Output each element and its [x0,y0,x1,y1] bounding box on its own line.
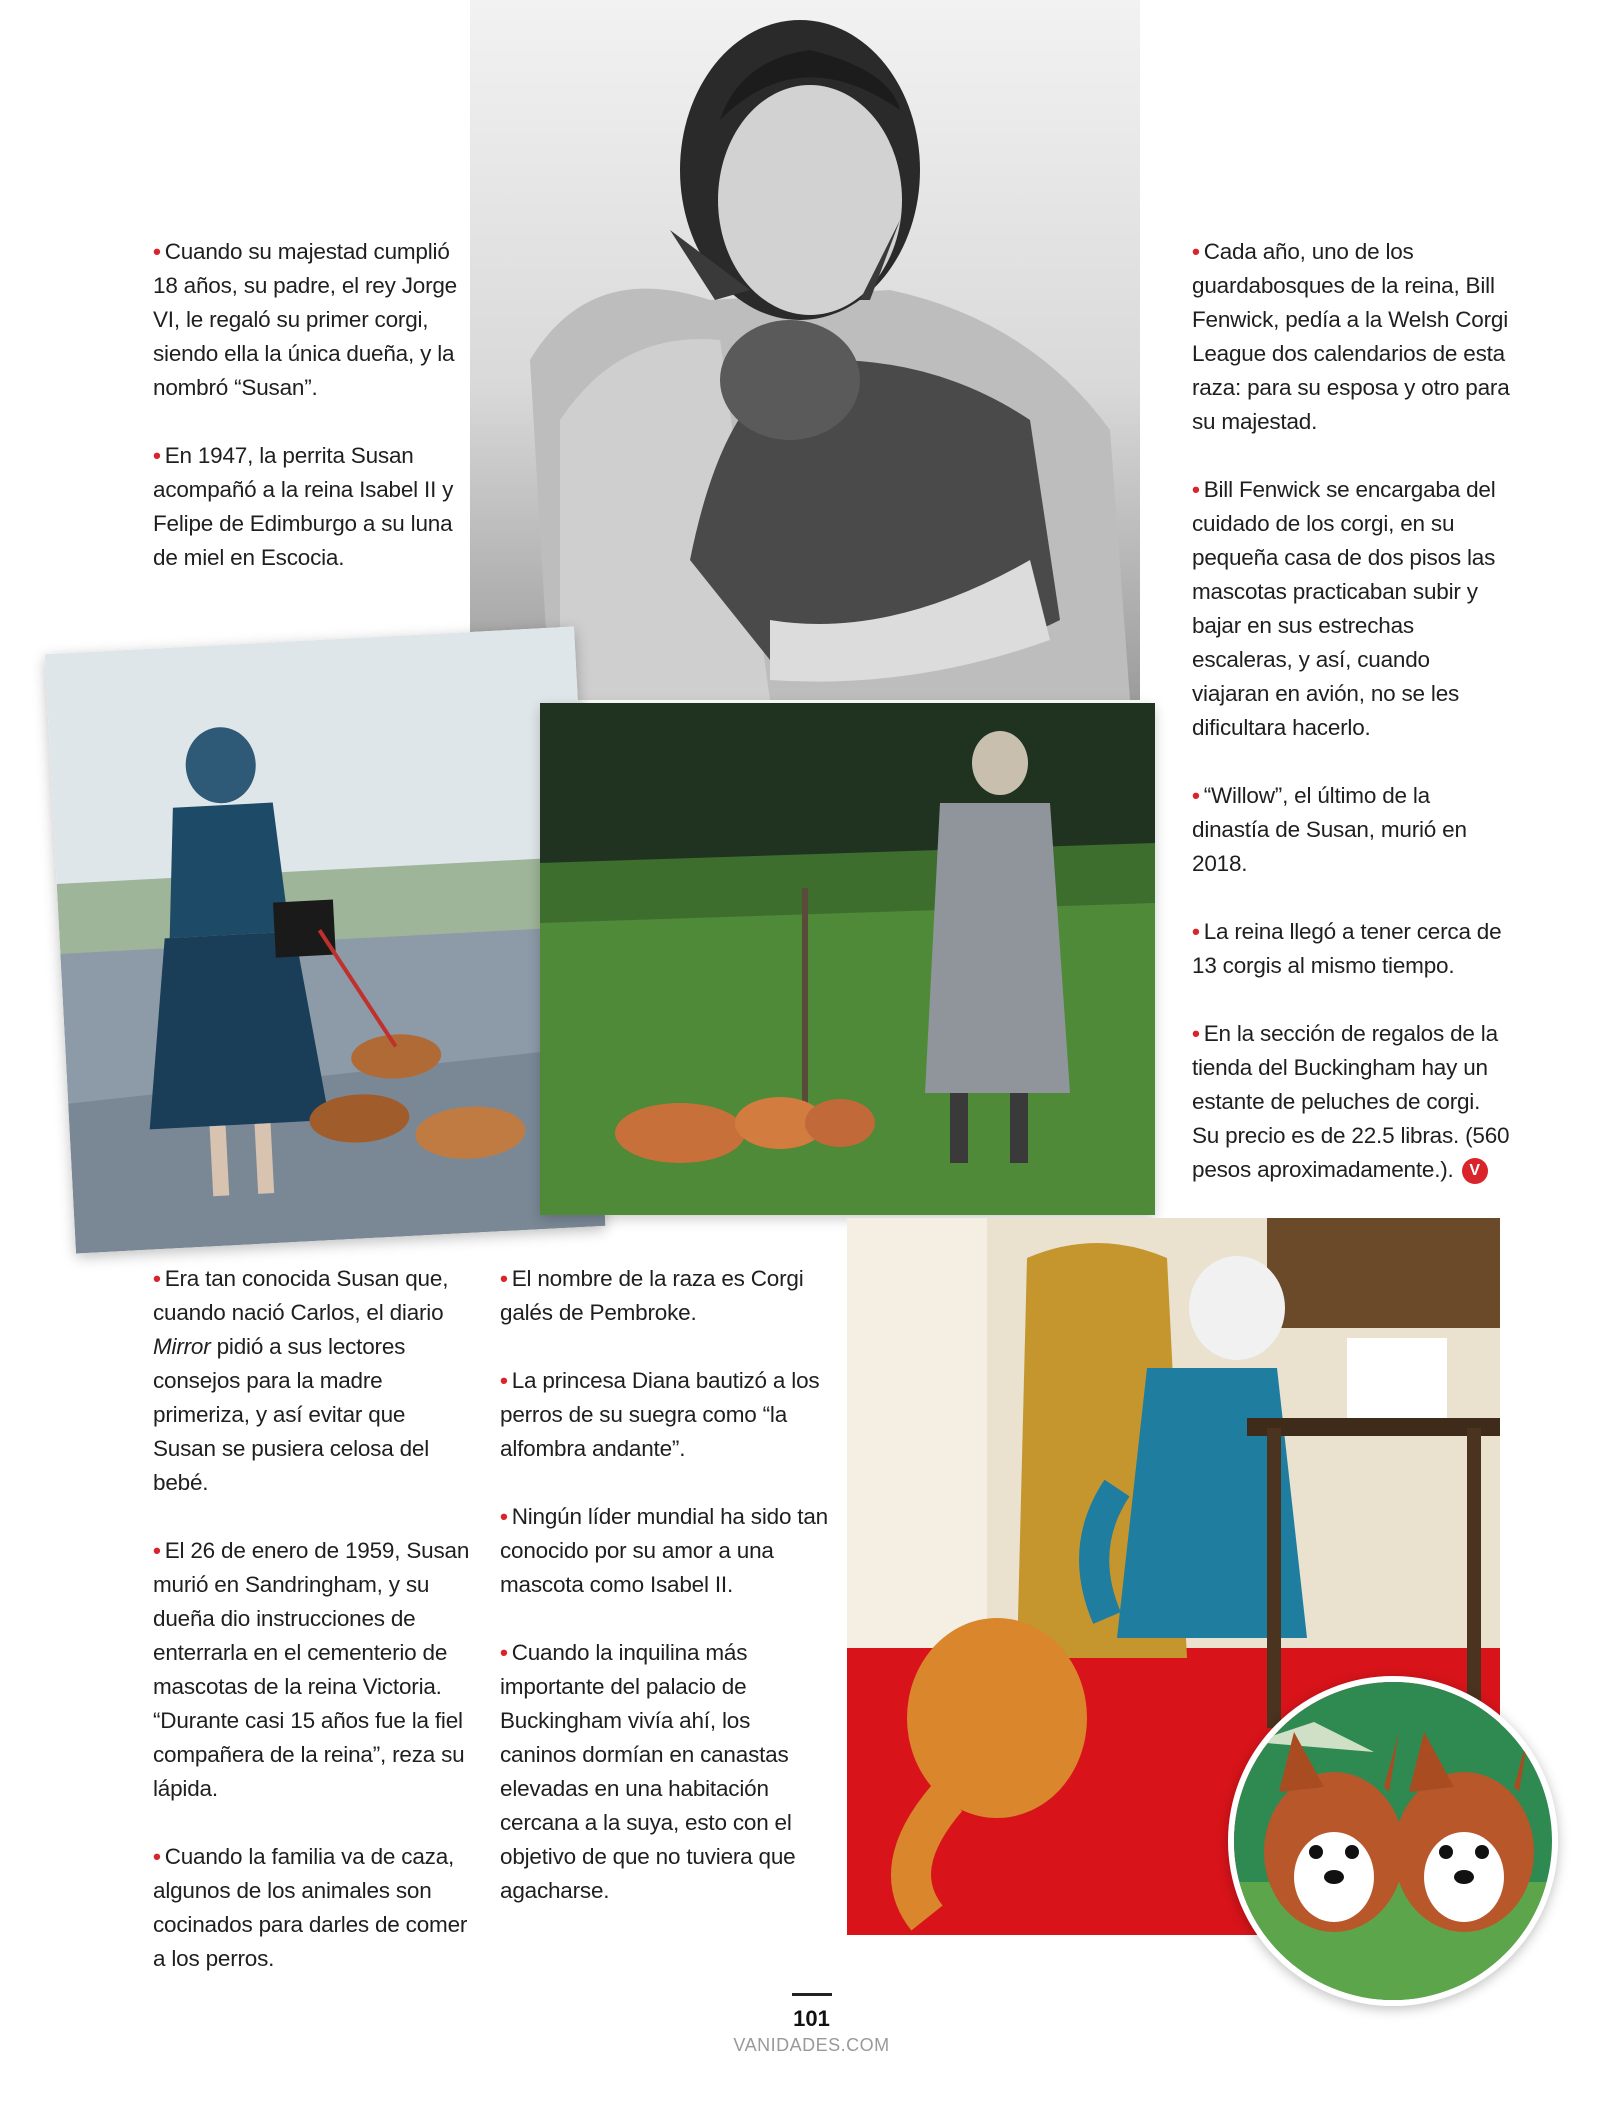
paragraph: • Bill Fenwick se encargaba del cuidado de los corgi, en su pequeña casa de dos pisos las mascotas practicaban subir y bajar en sus estrechas escaleras, y así, cuando viajaran en avión, no se les dificultara hacerlo. [1192,477,1496,740]
paragraph: • Cada año, uno de los guardabosques de la reina, Bill Fenwick, pedía a la Welsh Corgi League dos calendarios de esta raza: para su esposa y otro para su majestad. [1192,239,1510,434]
paragraph: • Cuando la inquilina más importante del palacio de Buckingham vivía ahí, los caninos dormían en canastas elevadas en una habitación cercana a la suya, esto con el objetivo de que no tuviera que agacharse. [500,1640,796,1903]
bullet: • [1192,239,1200,264]
publication-name: Mirror [153,1334,211,1359]
paragraph: • Ningún líder mundial ha sido tan conocido por su amor a una mascota como Isabel II. [500,1504,828,1597]
paragraph: • En 1947, la perrita Susan acompañó a la reina Isabel II y Felipe de Edimburgo a su luna de miel en Escocia. [153,443,454,570]
paragraph: • Cuando su majestad cumplió 18 años, su padre, el rey Jorge VI, le regaló su primer corgi, siendo ella la única dueña, y la nombró “Susan”. [153,239,457,400]
paragraph: • El nombre de la raza es Corgi galés de Pembroke. [500,1266,804,1325]
vanidades-end-mark-icon: V [1462,1158,1488,1184]
bullet: • [500,1504,508,1529]
bullet: • [153,1844,161,1869]
paragraph: • Era tan conocida Susan que, cuando nació Carlos, el diario Mirror pidió a sus lectores consejos para la madre primeriza, y así evitar que Susan se pusiera celosa del bebé. [153,1266,449,1495]
bullet: • [500,1640,508,1665]
column-top-left [153,235,473,609]
paragraph: • La reina llegó a tener cerca de 13 corgis al mismo tiempo. [1192,919,1502,978]
page-number: 101 [793,2006,830,2031]
paragraph: • “Willow”, el último de la dinastía de Susan, murió en 2018. [1192,783,1467,876]
bullet: • [153,443,161,468]
footer-divider [792,1993,832,1996]
paragraph: • Cuando la familia va de caza, algunos de los animales son cocinados para darles de comer a los perros. [153,1844,468,1971]
bullet: • [1192,783,1200,808]
bullet: • [1192,477,1200,502]
photo-young-queen-with-corgi [470,0,1140,700]
paragraph: • La princesa Diana bautizó a los perros de su suegra como “la alfombra andante”. [500,1368,820,1461]
photo-queen-at-airport-with-corgis [45,627,606,1254]
bullet: • [1192,1021,1200,1046]
bullet: • [153,1538,161,1563]
photo-plush-corgis [1228,1676,1558,2006]
site-name: VANIDADES.COM [733,2035,890,2055]
paragraph: • En la sección de regalos de la tienda del Buckingham hay un estante de peluches de corgi. Su precio es de 22.5 libras. (560 pesos aproximadamente.). V [1192,1017,1512,1187]
column-bottom-left [153,1262,473,2010]
photo-queen-photographing-corgis [540,703,1155,1215]
bullet: • [153,239,161,264]
bullet: • [1192,919,1200,944]
paragraph: • El 26 de enero de 1959, Susan murió en Sandringham, y su dueña dio instrucciones de enterrarla en el cementerio de mascotas de la reina Victoria. “Durante casi 15 años fue la fiel compañera de la reina”, reza su lápida. [153,1538,470,1801]
bullet: • [500,1266,508,1291]
page-footer [0,1993,1623,2058]
column-bottom-middle [500,1262,830,1942]
bullet: • [500,1368,508,1393]
column-top-right [1192,235,1512,1221]
bullet: • [153,1266,161,1291]
